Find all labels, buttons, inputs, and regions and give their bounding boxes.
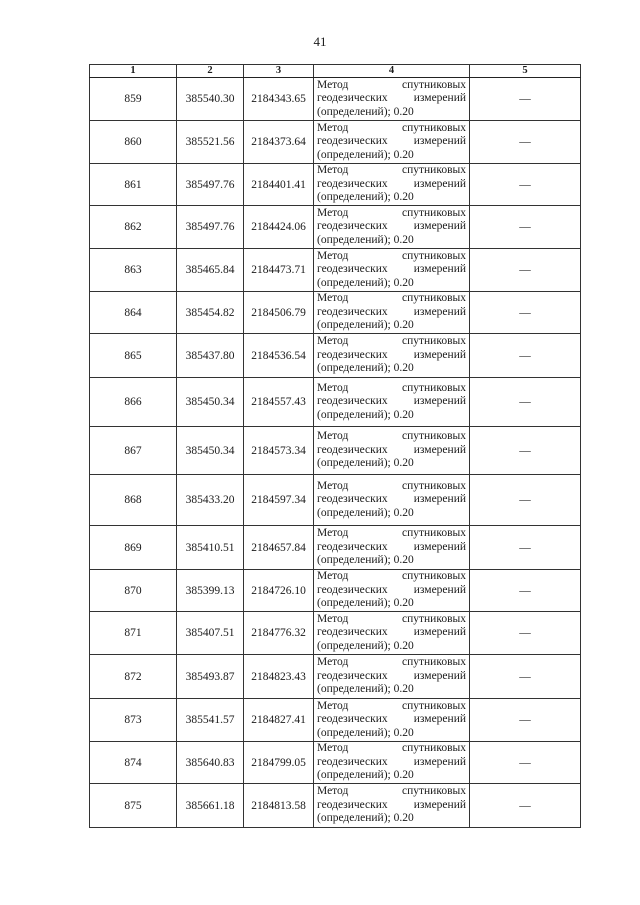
method-word: геодезических <box>317 395 388 408</box>
table-row <box>90 334 581 378</box>
note-cell: — <box>470 78 581 121</box>
table-row <box>90 612 581 655</box>
method-line-2 <box>317 713 466 726</box>
method-line-2 <box>317 626 466 639</box>
x-coordinate-cell: 385450.34 <box>177 427 244 475</box>
method-word: спутниковых <box>401 381 466 394</box>
table-row <box>90 378 581 427</box>
method-line-1 <box>317 164 466 177</box>
y-coordinate-cell: 2184401.41 <box>244 164 314 206</box>
y-coordinate-cell: 2184536.54 <box>244 334 314 378</box>
column-header-1: 1 <box>90 65 177 78</box>
method-word: Метод <box>317 785 349 798</box>
method-cell <box>314 475 470 526</box>
method-word: спутниковых <box>401 335 466 348</box>
method-word: Метод <box>317 570 349 583</box>
table-row <box>90 121 581 164</box>
column-header-5: 5 <box>470 65 581 78</box>
method-line-3: (определений); 0.20 <box>317 639 414 652</box>
method-word: Метод <box>317 742 349 755</box>
x-coordinate-cell: 385661.18 <box>177 784 244 828</box>
page-number: 41 <box>313 34 327 49</box>
y-coordinate-cell: 2184726.10 <box>244 570 314 612</box>
method-word: измерений <box>413 395 466 408</box>
method-word: Метод <box>317 292 349 305</box>
method-word: геодезических <box>317 220 388 233</box>
y-coordinate-cell: 2184506.79 <box>244 292 314 334</box>
method-cell <box>314 427 470 475</box>
method-line-3: (определений); 0.20 <box>317 105 414 118</box>
method-word: измерений <box>413 305 466 318</box>
x-coordinate-cell: 385640.83 <box>177 742 244 784</box>
method-word: спутниковых <box>401 121 466 134</box>
method-line-2 <box>317 306 466 319</box>
x-coordinate-cell: 385407.51 <box>177 612 244 655</box>
method-word: геодезических <box>317 348 388 361</box>
point-number-cell: 875 <box>90 784 177 828</box>
method-cell <box>314 742 470 784</box>
x-coordinate-cell: 385540.30 <box>177 78 244 121</box>
method-word: Метод <box>317 612 349 625</box>
y-coordinate-cell: 2184473.71 <box>244 249 314 292</box>
y-coordinate-cell: 2184597.34 <box>244 475 314 526</box>
point-number-cell: 870 <box>90 570 177 612</box>
point-number-cell: 871 <box>90 612 177 655</box>
method-line-2 <box>317 220 466 233</box>
y-coordinate-cell: 2184373.64 <box>244 121 314 164</box>
method-word: спутниковых <box>401 292 466 305</box>
column-header-2: 2 <box>177 65 244 78</box>
method-line-1 <box>317 700 466 713</box>
note-cell: — <box>470 121 581 164</box>
method-word: измерений <box>413 220 466 233</box>
method-word: спутниковых <box>401 785 466 798</box>
method-line-3: (определений); 0.20 <box>317 769 414 782</box>
method-cell <box>314 334 470 378</box>
point-number-cell: 867 <box>90 427 177 475</box>
method-word: спутниковых <box>401 249 466 262</box>
method-word: Метод <box>317 249 349 262</box>
method-cell <box>314 612 470 655</box>
x-coordinate-cell: 385437.80 <box>177 334 244 378</box>
method-line-2 <box>317 799 466 812</box>
column-header-3: 3 <box>244 65 314 78</box>
method-word: геодезических <box>317 669 388 682</box>
method-line-2 <box>317 756 466 769</box>
y-coordinate-cell: 2184573.34 <box>244 427 314 475</box>
x-coordinate-cell: 385465.84 <box>177 249 244 292</box>
method-word: Метод <box>317 164 349 177</box>
method-line-1 <box>317 613 466 626</box>
table-row <box>90 292 581 334</box>
method-line-1 <box>317 292 466 305</box>
method-word: Метод <box>317 699 349 712</box>
method-word: спутниковых <box>401 78 466 91</box>
note-cell: — <box>470 699 581 742</box>
method-cell <box>314 655 470 699</box>
method-word: измерений <box>413 348 466 361</box>
method-word: геодезических <box>317 626 388 639</box>
method-word: измерений <box>413 263 466 276</box>
method-word: Метод <box>317 527 349 540</box>
method-word: измерений <box>413 135 466 148</box>
table-row <box>90 655 581 699</box>
method-word: измерений <box>413 798 466 811</box>
column-header-4: 4 <box>314 65 470 78</box>
table-row <box>90 526 581 570</box>
method-word: геодезических <box>317 583 388 596</box>
method-line-2 <box>317 493 466 506</box>
point-number-cell: 872 <box>90 655 177 699</box>
method-line-3: (определений); 0.20 <box>317 276 414 289</box>
method-word: геодезических <box>317 263 388 276</box>
table-row <box>90 249 581 292</box>
method-word: измерений <box>413 583 466 596</box>
method-cell <box>314 121 470 164</box>
method-cell <box>314 699 470 742</box>
table-row <box>90 164 581 206</box>
method-word: спутниковых <box>401 206 466 219</box>
point-number-cell: 862 <box>90 206 177 249</box>
y-coordinate-cell: 2184823.43 <box>244 655 314 699</box>
y-coordinate-cell: 2184343.65 <box>244 78 314 121</box>
note-cell: — <box>470 742 581 784</box>
method-line-1 <box>317 79 466 92</box>
method-word: Метод <box>317 381 349 394</box>
method-line-1 <box>317 122 466 135</box>
point-number-cell: 874 <box>90 742 177 784</box>
method-word: геодезических <box>317 92 388 105</box>
method-word: измерений <box>413 713 466 726</box>
method-word: измерений <box>413 92 466 105</box>
method-line-2 <box>317 92 466 105</box>
y-coordinate-cell: 2184424.06 <box>244 206 314 249</box>
method-word: спутниковых <box>401 164 466 177</box>
y-coordinate-cell: 2184557.43 <box>244 378 314 427</box>
note-cell: — <box>470 784 581 828</box>
point-number-cell: 868 <box>90 475 177 526</box>
x-coordinate-cell: 385433.20 <box>177 475 244 526</box>
method-line-2 <box>317 349 466 362</box>
x-coordinate-cell: 385450.34 <box>177 378 244 427</box>
method-word: спутниковых <box>401 742 466 755</box>
method-word: измерений <box>413 669 466 682</box>
method-word: измерений <box>413 443 466 456</box>
method-line-3: (определений); 0.20 <box>317 319 414 332</box>
point-number-cell: 864 <box>90 292 177 334</box>
method-line-2 <box>317 135 466 148</box>
method-word: Метод <box>317 430 349 443</box>
coordinates-table <box>89 64 581 828</box>
method-line-3: (определений); 0.20 <box>317 597 414 610</box>
method-line-1 <box>317 430 466 443</box>
note-cell: — <box>470 334 581 378</box>
method-line-1 <box>317 742 466 755</box>
x-coordinate-cell: 385497.76 <box>177 206 244 249</box>
method-word: геодезических <box>317 305 388 318</box>
point-number-cell: 873 <box>90 699 177 742</box>
x-coordinate-cell: 385497.76 <box>177 164 244 206</box>
method-word: спутниковых <box>401 430 466 443</box>
method-word: спутниковых <box>401 527 466 540</box>
method-line-2 <box>317 670 466 683</box>
header-row <box>90 65 581 78</box>
method-word: Метод <box>317 206 349 219</box>
method-cell <box>314 784 470 828</box>
point-number-cell: 861 <box>90 164 177 206</box>
method-line-1 <box>317 527 466 540</box>
method-word: геодезических <box>317 135 388 148</box>
method-word: геодезических <box>317 493 388 506</box>
method-cell <box>314 292 470 334</box>
point-number-cell: 869 <box>90 526 177 570</box>
x-coordinate-cell: 385410.51 <box>177 526 244 570</box>
method-word: измерений <box>413 755 466 768</box>
method-line-3: (определений); 0.20 <box>317 408 414 421</box>
method-line-2 <box>317 395 466 408</box>
method-word: геодезических <box>317 540 388 553</box>
note-cell: — <box>470 206 581 249</box>
y-coordinate-cell: 2184657.84 <box>244 526 314 570</box>
method-word: Метод <box>317 335 349 348</box>
y-coordinate-cell: 2184799.05 <box>244 742 314 784</box>
table-body <box>90 78 581 828</box>
note-cell: — <box>470 164 581 206</box>
method-cell <box>314 206 470 249</box>
method-line-1 <box>317 785 466 798</box>
note-cell: — <box>470 249 581 292</box>
note-cell: — <box>470 655 581 699</box>
method-line-3: (определений); 0.20 <box>317 148 414 161</box>
table-row <box>90 475 581 526</box>
method-line-3: (определений); 0.20 <box>317 457 414 470</box>
note-cell: — <box>470 570 581 612</box>
table-row <box>90 699 581 742</box>
method-line-3: (определений); 0.20 <box>317 554 414 567</box>
method-cell <box>314 249 470 292</box>
method-word: геодезических <box>317 177 388 190</box>
method-word: геодезических <box>317 798 388 811</box>
point-number-cell: 866 <box>90 378 177 427</box>
method-word: спутниковых <box>401 699 466 712</box>
note-cell: — <box>470 475 581 526</box>
method-line-1 <box>317 250 466 263</box>
method-line-2 <box>317 541 466 554</box>
note-cell: — <box>470 526 581 570</box>
method-cell <box>314 78 470 121</box>
table-row <box>90 784 581 828</box>
point-number-cell: 859 <box>90 78 177 121</box>
method-line-1 <box>317 480 466 493</box>
method-word: геодезических <box>317 443 388 456</box>
method-word: спутниковых <box>401 612 466 625</box>
x-coordinate-cell: 385521.56 <box>177 121 244 164</box>
y-coordinate-cell: 2184827.41 <box>244 699 314 742</box>
note-cell: — <box>470 378 581 427</box>
method-word: геодезических <box>317 755 388 768</box>
x-coordinate-cell: 385454.82 <box>177 292 244 334</box>
x-coordinate-cell: 385493.87 <box>177 655 244 699</box>
point-number-cell: 865 <box>90 334 177 378</box>
table-row <box>90 570 581 612</box>
method-word: Метод <box>317 656 349 669</box>
method-word: Метод <box>317 479 349 492</box>
method-line-3: (определений); 0.20 <box>317 233 414 246</box>
note-cell: — <box>470 427 581 475</box>
method-word: геодезических <box>317 713 388 726</box>
method-word: измерений <box>413 626 466 639</box>
table-row <box>90 742 581 784</box>
method-line-3: (определений); 0.20 <box>317 812 414 825</box>
table-row <box>90 427 581 475</box>
point-number-cell: 863 <box>90 249 177 292</box>
x-coordinate-cell: 385399.13 <box>177 570 244 612</box>
method-line-1 <box>317 335 466 348</box>
point-number-cell: 860 <box>90 121 177 164</box>
method-word: измерений <box>413 540 466 553</box>
y-coordinate-cell: 2184776.32 <box>244 612 314 655</box>
method-line-3: (определений); 0.20 <box>317 191 414 204</box>
method-line-1 <box>317 656 466 669</box>
method-cell <box>314 570 470 612</box>
x-coordinate-cell: 385541.57 <box>177 699 244 742</box>
method-line-2 <box>317 444 466 457</box>
method-word: спутниковых <box>401 570 466 583</box>
method-line-3: (определений); 0.20 <box>317 683 414 696</box>
method-cell <box>314 526 470 570</box>
table-row <box>90 78 581 121</box>
method-word: спутниковых <box>401 479 466 492</box>
note-cell: — <box>470 292 581 334</box>
method-line-1 <box>317 570 466 583</box>
method-word: измерений <box>413 493 466 506</box>
method-word: измерений <box>413 177 466 190</box>
method-word: спутниковых <box>401 656 466 669</box>
method-line-3: (определений); 0.20 <box>317 362 414 375</box>
method-word: Метод <box>317 78 349 91</box>
method-line-3: (определений); 0.20 <box>317 506 414 519</box>
note-cell: — <box>470 612 581 655</box>
method-line-1 <box>317 382 466 395</box>
y-coordinate-cell: 2184813.58 <box>244 784 314 828</box>
table-row <box>90 206 581 249</box>
method-cell <box>314 378 470 427</box>
method-word: Метод <box>317 121 349 134</box>
method-line-2 <box>317 584 466 597</box>
method-line-2 <box>317 178 466 191</box>
method-line-2 <box>317 263 466 276</box>
method-line-1 <box>317 207 466 220</box>
method-line-3: (определений); 0.20 <box>317 726 414 739</box>
method-cell <box>314 164 470 206</box>
